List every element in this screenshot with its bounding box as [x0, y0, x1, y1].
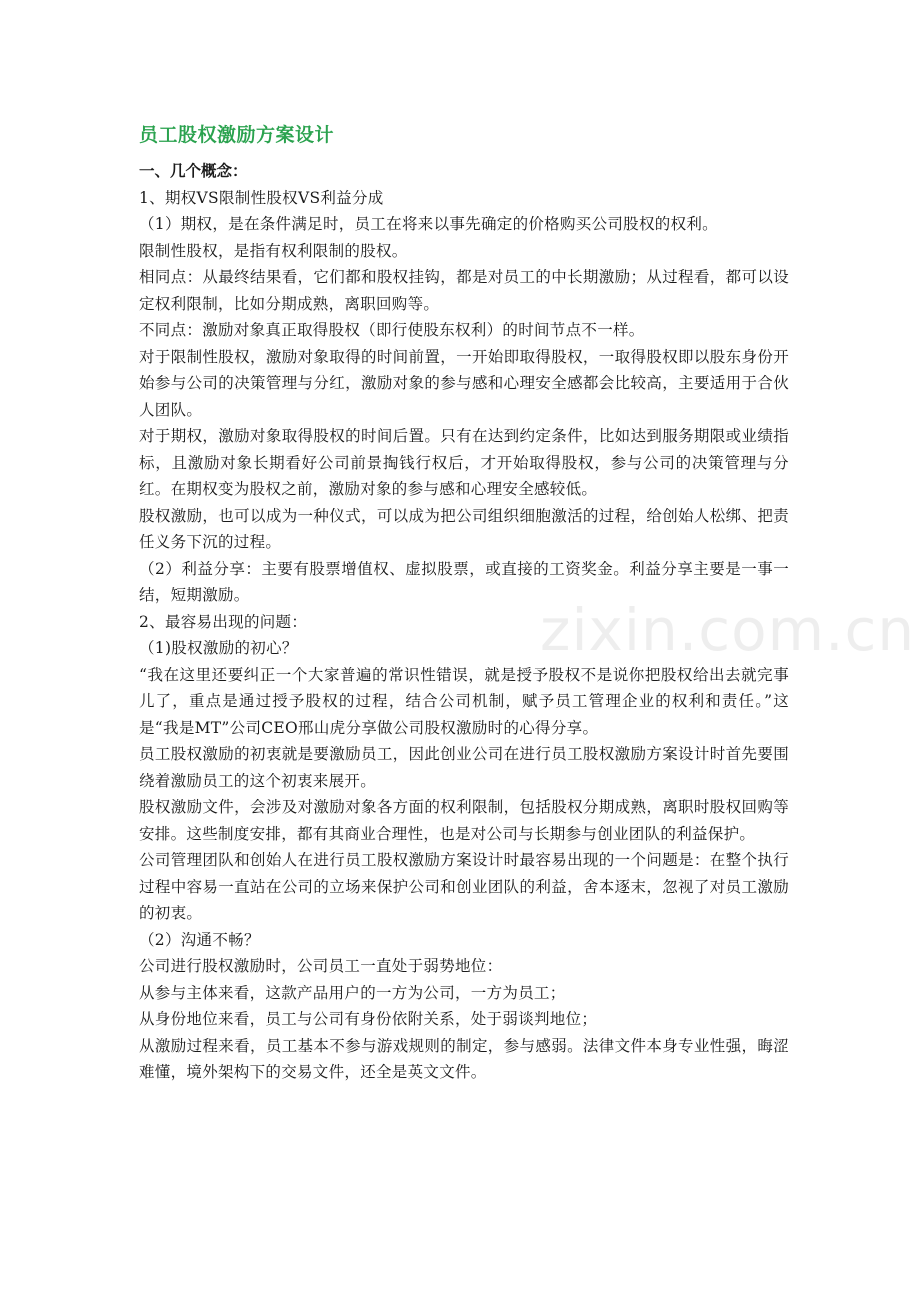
paragraph-16: （2）沟通不畅？	[139, 930, 260, 949]
paragraph-13: 员工股权激励的初衷就是要激励员工，因此创业公司在进行员工股权激励方案设计时首先要围绕着激励员工的这个初衷来展开。	[139, 745, 789, 790]
paragraph-1: 1、期权VS限制性股权VS利益分成	[139, 188, 384, 207]
paragraph-15: 公司管理团队和创始人在进行员工股权激励方案设计时最容易出现的一个问题是：在整个执行过程中容易一直站在公司的立场来保护公司和创业团队的利益，舍本逐末，忽视了对员工激励的初衷。	[139, 851, 789, 922]
paragraph-10: 2、最容易出现的问题：	[139, 612, 308, 631]
section-heading: 一、几个概念：	[139, 162, 248, 180]
paragraph-18: 从参与主体来看，这款产品用户的一方为公司，一方为员工；	[139, 983, 566, 1002]
paragraph-9: （2）利益分享：主要有股票增值权、虚拟股票，或直接的工资奖金。利益分享主要是一事一结，短期激励。	[139, 559, 789, 604]
paragraph-5: 不同点：激励对象真正取得股权（即行使股东权利）的时间节点不一样。	[139, 321, 645, 339]
paragraph-14: 股权激励文件，会涉及对激励对象各方面的权利限制，包括股权分期成熟，离职时股权回购等安排。这些制度安排，都有其商业合理性，也是对公司与长期参与创业团队的利益保护。	[139, 798, 789, 843]
paragraph-6: 对于限制性股权，激励对象取得的时间前置，一开始即取得股权，一取得股权即以股东身份开始参与公司的决策管理与分红，激励对象的参与感和心理安全感都会比较高，主要适用于合伙人团队。	[139, 347, 789, 419]
paragraph-12: “我在这里还要纠正一个大家普遍的常识性错误，就是授予股权不是说你把股权给出去就完事儿了，重点是通过授予股权的过程，结合公司机制，赋予员工管理企业的权利和责任。”这是“我是MT”公司CEO邢山虎分享做公司股权激励时的心得分享。	[139, 665, 789, 737]
paragraph-3: 限制性股权，是指有权利限制的股权。	[139, 241, 408, 260]
paragraph-11: （1)股权激励的初心？	[139, 639, 298, 657]
paragraph-17: 公司进行股权激励时，公司员工一直处于弱势地位：	[139, 957, 503, 975]
document-title: 员工股权激励方案设计	[139, 124, 335, 146]
paragraph-2: （1）期权，是在条件满足时，员工在将来以事先确定的价格购买公司股权的权利。	[139, 215, 718, 233]
watermark: zixin.com.cn	[540, 596, 916, 664]
paragraph-4: 相同点：从最终结果看，它们都和股权挂钩，都是对员工的中长期激励；从过程看，都可以设定权利限制，比如分期成熟，离职回购等。	[139, 268, 789, 313]
paragraph-8: 股权激励，也可以成为一种仪式，可以成为把公司组织细胞激活的过程，给创始人松绑、把责任义务下沉的过程。	[139, 506, 789, 551]
document-page	[139, 118, 789, 1086]
paragraph-7: 对于期权，激励对象取得股权的时间后置。只有在达到约定条件，比如达到服务期限或业绩指标，且激励对象长期看好公司前景掏钱行权后，才开始取得股权，参与公司的决策管理与分红。在期权变为股权之前，激励对象的参与感和心理安全感较低。	[139, 427, 789, 498]
paragraph-19: 从身份地位来看，员工与公司有身份依附关系，处于弱谈判地位；	[139, 1010, 598, 1028]
paragraph-20: 从激励过程来看，员工基本不参与游戏规则的制定，参与感弱。法律文件本身专业性强，晦涩难懂，境外架构下的交易文件，还全是英文文件。	[139, 1036, 789, 1081]
